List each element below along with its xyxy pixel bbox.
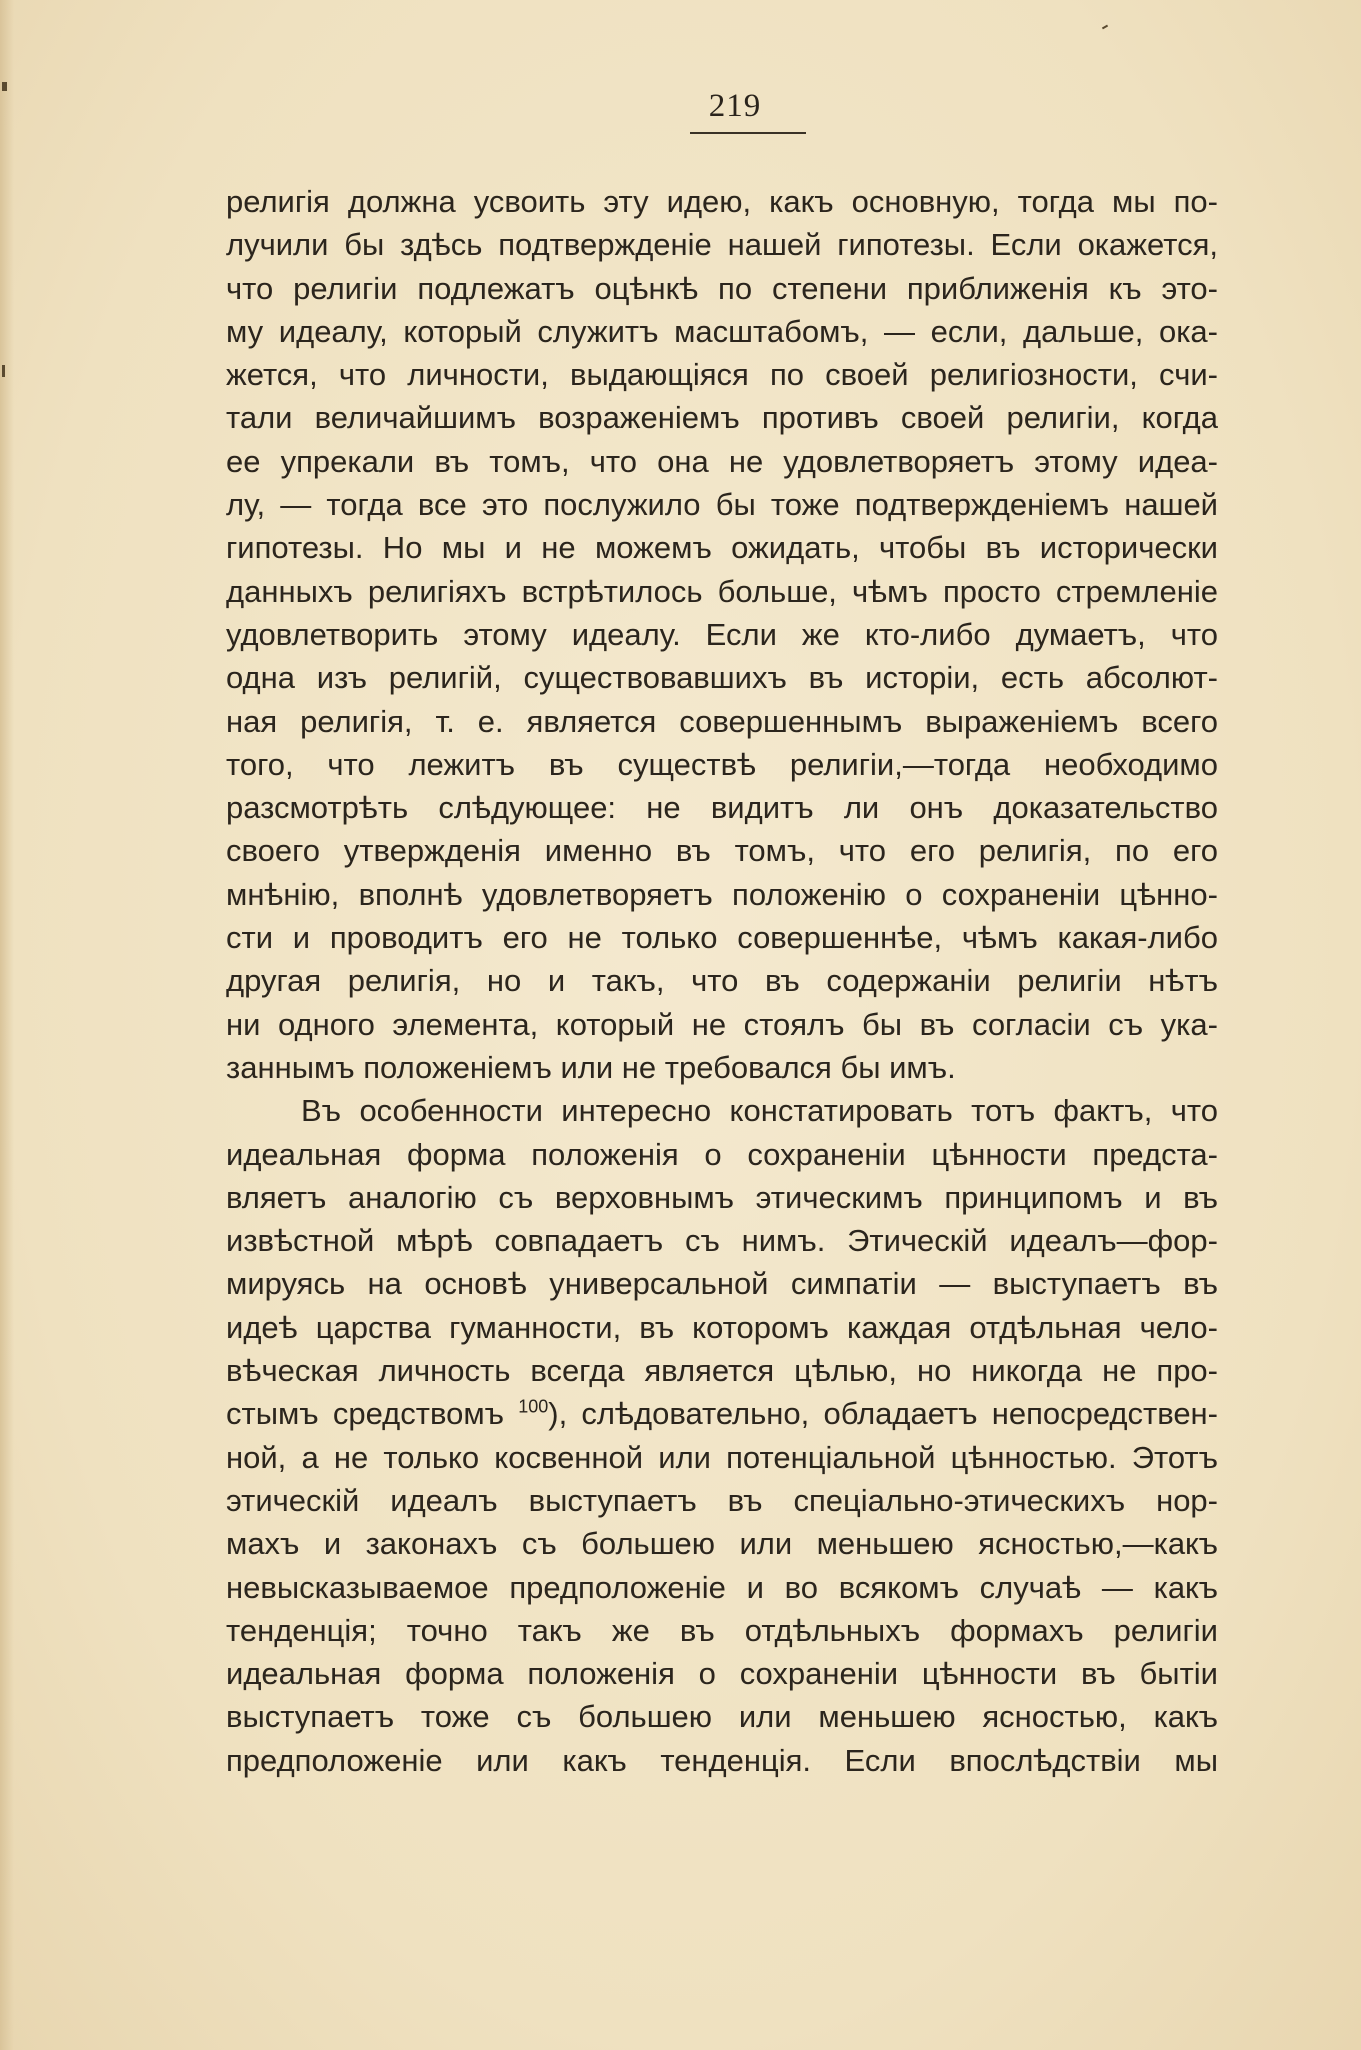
text-line bbox=[226, 1046, 1218, 1089]
text-line bbox=[226, 1695, 1218, 1738]
text-line bbox=[226, 1652, 1218, 1695]
text-line bbox=[226, 1436, 1218, 1479]
text-line-content: мнѣнію, вполнѣ удовлетворяетъ положенію о сохраненіи цѣнно- bbox=[226, 876, 1218, 912]
text-line-content: лучили бы здѣсь подтвержденіе нашей гипотезы. Если окажется, bbox=[226, 227, 1218, 263]
text-line bbox=[226, 1566, 1218, 1609]
text-line-content: тали величайшимъ возраженіемъ противъ своей религіи, когда bbox=[226, 400, 1218, 436]
text-line bbox=[226, 440, 1218, 483]
text-line-content: этическій идеалъ выступаетъ въ спеціально-этическихъ нор- bbox=[226, 1482, 1218, 1518]
text-line bbox=[226, 396, 1218, 439]
text-line bbox=[226, 267, 1218, 310]
text-line-content: сти и проводитъ его не только совершеннѣе, чѣмъ какая-либо bbox=[226, 920, 1218, 956]
text-line-content: выступаетъ тоже съ большею или меньшею ясностью, какъ bbox=[226, 1699, 1218, 1735]
text-line bbox=[226, 829, 1218, 872]
text-line-content: разсмотрѣть слѣдующее: не видитъ ли онъ доказательство bbox=[226, 790, 1218, 826]
text-line bbox=[226, 1739, 1218, 1782]
text-line-content: ной, а не только косвенной или потенціальной цѣнностью. Этотъ bbox=[226, 1439, 1218, 1475]
binding-shadow bbox=[0, 0, 14, 2050]
text-line-content: идеальная форма положенія о сохраненіи цѣнности въ бытіи bbox=[226, 1656, 1218, 1692]
text-line bbox=[226, 570, 1218, 613]
scan-mark bbox=[2, 365, 5, 377]
text-line-content: стымъ средствомъ bbox=[226, 1396, 519, 1432]
text-line bbox=[226, 1306, 1218, 1349]
text-line-content: ), слѣдовательно, обладаетъ непосредствен- bbox=[548, 1396, 1219, 1432]
text-line-content: ни одного элемента, который не стоялъ бы въ согласіи съ ука- bbox=[226, 1006, 1218, 1042]
page-number-rule bbox=[690, 132, 806, 134]
text-line bbox=[226, 1003, 1218, 1046]
text-line-content: тенденція; точно такъ же въ отдѣльныхъ формахъ религіи bbox=[226, 1612, 1218, 1648]
text-line bbox=[226, 1133, 1218, 1176]
text-line-content: ная религія, т. е. является совершеннымъ выраженіемъ всего bbox=[226, 703, 1218, 739]
text-line bbox=[226, 1609, 1218, 1652]
text-line-content: гипотезы. Но мы и не можемъ ожидать, чтобы въ исторически bbox=[226, 530, 1218, 566]
text-line-content: невысказываемое предположеніе и во всякомъ случаѣ — какъ bbox=[226, 1569, 1218, 1605]
text-line bbox=[226, 700, 1218, 743]
text-line bbox=[226, 180, 1218, 223]
text-line bbox=[226, 1089, 1218, 1132]
text-line-content: предположеніе или какъ тенденція. Если впослѣдствіи мы bbox=[226, 1742, 1218, 1778]
text-line bbox=[226, 1176, 1218, 1219]
text-line-content: одна изъ религій, существовавшихъ въ исторіи, есть абсолют- bbox=[226, 660, 1218, 696]
text-line bbox=[226, 223, 1218, 266]
text-line bbox=[226, 873, 1218, 916]
text-line bbox=[226, 353, 1218, 396]
text-line bbox=[226, 613, 1218, 656]
text-line bbox=[226, 1522, 1218, 1565]
body-text bbox=[226, 180, 1218, 1782]
text-line bbox=[226, 1479, 1218, 1522]
text-line-content: вѣческая личность всегда является цѣлью, но никогда не про- bbox=[226, 1353, 1218, 1389]
text-line-content: религія должна усвоить эту идею, какъ основную, тогда мы по- bbox=[226, 184, 1218, 219]
text-line bbox=[226, 1262, 1218, 1305]
text-line bbox=[226, 916, 1218, 959]
text-line-content: данныхъ религіяхъ встрѣтилось больше, чѣмъ просто стремленіе bbox=[226, 573, 1218, 609]
text-line-content: идеальная форма положенія о сохраненіи цѣнности предста- bbox=[226, 1136, 1218, 1172]
footnote-ref: 100 bbox=[518, 1396, 549, 1417]
text-line-content: идеѣ царства гуманности, въ которомъ каждая отдѣльная чело- bbox=[226, 1309, 1218, 1345]
text-line-content: что религіи подлежатъ оцѣнкѣ по степени приближенія къ это- bbox=[226, 270, 1218, 306]
text-line bbox=[226, 483, 1218, 526]
scan-mark bbox=[1102, 25, 1108, 30]
text-line bbox=[226, 1392, 1218, 1435]
text-line bbox=[226, 743, 1218, 786]
text-line-content: Въ особенности интересно констатировать тотъ фактъ, что bbox=[301, 1093, 1218, 1129]
text-line-content: другая религія, но и такъ, что въ содержаніи религіи нѣтъ bbox=[226, 963, 1218, 999]
text-line-content: мируясь на основѣ универсальной симпатіи — выступаетъ въ bbox=[226, 1266, 1218, 1302]
text-line bbox=[226, 786, 1218, 829]
text-line-content: ее упрекали въ томъ, что она не удовлетворяетъ этому идеа- bbox=[226, 443, 1218, 479]
text-line-content: лу, — тогда все это послужило бы тоже подтвержденіемъ нашей bbox=[226, 487, 1218, 523]
text-line-content: заннымъ положеніемъ или не требовался бы имъ. bbox=[226, 1049, 956, 1085]
text-line-content: удовлетворить этому идеалу. Если же кто-либо думаетъ, что bbox=[226, 616, 1218, 652]
text-line-content: того, что лежитъ въ существѣ религіи,—тогда необходимо bbox=[226, 746, 1218, 782]
text-line-content: жется, что личности, выдающіяся по своей религіозности, счи- bbox=[226, 357, 1218, 393]
text-line bbox=[226, 310, 1218, 353]
text-line bbox=[226, 1219, 1218, 1262]
text-line-content: своего утвержденія именно въ томъ, что его религія, по его bbox=[226, 833, 1218, 869]
text-line-content: вляетъ аналогію съ верховнымъ этическимъ принципомъ и въ bbox=[226, 1179, 1218, 1215]
text-line-content: му идеалу, который служитъ масштабомъ, — если, дальше, ока- bbox=[226, 313, 1218, 349]
scan-mark bbox=[2, 82, 7, 91]
text-line bbox=[226, 526, 1218, 569]
text-line bbox=[226, 959, 1218, 1002]
text-line-content: извѣстной мѣрѣ совпадаетъ съ нимъ. Этическій идеалъ—фор- bbox=[226, 1223, 1218, 1259]
page-number: 219 bbox=[708, 88, 762, 124]
text-line bbox=[226, 656, 1218, 699]
text-line bbox=[226, 1349, 1218, 1392]
text-line-content: махъ и законахъ съ большею или меньшею ясностью,—какъ bbox=[226, 1526, 1218, 1562]
